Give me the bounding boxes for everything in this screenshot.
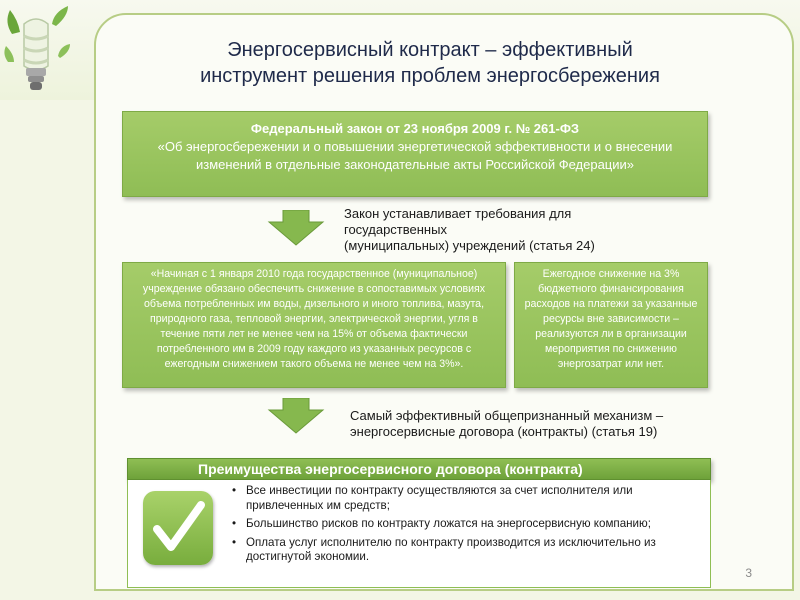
- down-arrow-1-icon: [267, 210, 325, 246]
- mechanism-note: [350, 408, 750, 440]
- energy-saving-bulb-icon: [2, 4, 72, 104]
- checkmark-icon: [143, 491, 213, 565]
- note1-line-3: (муниципальных) учреждений (статья 24): [344, 238, 595, 253]
- law-requirement-note: [344, 206, 664, 254]
- note2-line-1: Самый эффективный общепризнанный механизм –: [350, 408, 664, 423]
- slide-title: [120, 37, 740, 89]
- title-line-1: Энергосервисный контракт – эффективный: [227, 39, 633, 61]
- down-arrow-2-icon: [267, 398, 325, 434]
- annual-reduction-box: Ежегодное снижение на 3% бюджетного финансирования расходов на платежи за указанные ресурсы вне зависимости – реализуются ли в организации мероприятия по снижению энергозатрат или нет.: [514, 262, 708, 388]
- advantages-list: [232, 484, 702, 569]
- note2-line-2: энергосервисные договора (контракты) (статья 19): [350, 424, 658, 439]
- bullet: •: [232, 535, 237, 549]
- advantage-text: Большинство рисков по контракту ложатся на энергосервисную компанию;: [246, 517, 651, 530]
- list-item: [232, 517, 702, 532]
- bullet: •: [232, 517, 237, 530]
- advantage-text: Все инвестиции по контракту осуществляются за счет исполнителя или привлеченных им средств;: [246, 484, 633, 512]
- advantage-text: Оплата услуг исполнителю по контракту производится из исключительно из достигнутой экономии.: [246, 535, 656, 563]
- law-heading: Федеральный закон от 23 ноября 2009 г. № 261-ФЗ: [250, 121, 580, 136]
- law-body: «Об энергосбережении и о повышении энергетической эффективности и о внесении изменений в отдельные законодательные акты Российской Федерации»: [157, 139, 673, 172]
- page-number: 3: [745, 566, 752, 580]
- checkmark-glyph-icon: [143, 491, 213, 565]
- law-box: [122, 111, 708, 197]
- note1-line-1: Закон устанавливает требования для: [344, 206, 572, 221]
- list-item: [232, 536, 702, 565]
- advantages-heading: Преимущества энергосервисного договора (контракта): [127, 458, 711, 480]
- bullet: •: [232, 484, 237, 497]
- title-line-2: инструмент решения проблем энергосбережения: [200, 65, 660, 87]
- article-quote-box: «Начиная с 1 января 2010 года государственное (муниципальное) учреждение обязано обеспечить снижение в сопоставимых условиях объема потребленных им воды, дизельного и иного топлива, мазута, природного газа, тепловой энергии, электрической энергии, угля в течение пяти лет не менее чем на 15% от объема фактически потребленного им в 2009 году каждого из указанных ресурсов с ежегодным снижением такого объема не менее чем на 3%».: [122, 262, 506, 388]
- note1-line-2: государственных: [344, 222, 447, 237]
- list-item: [232, 484, 702, 513]
